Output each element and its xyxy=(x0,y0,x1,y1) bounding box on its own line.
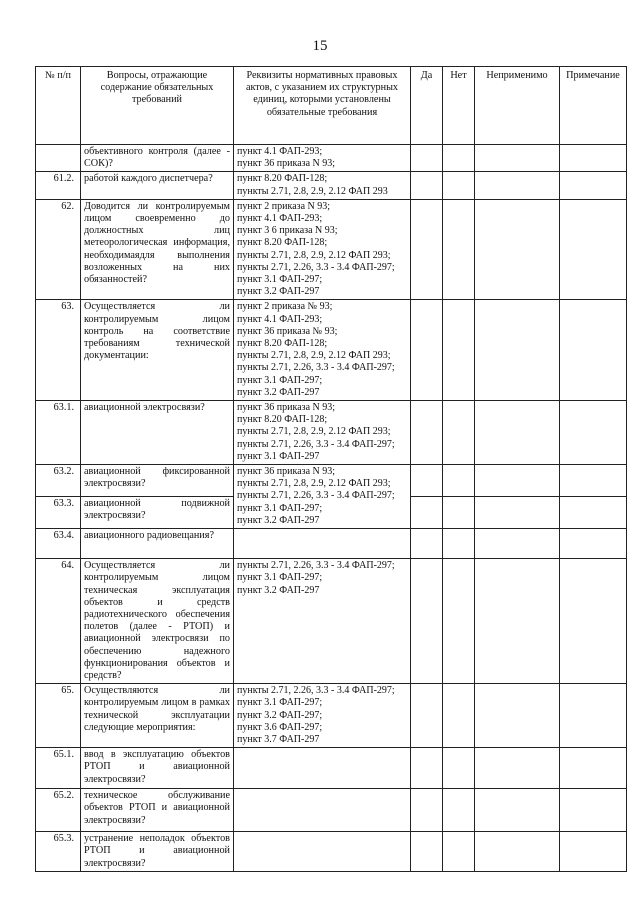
refs-line: пункт 3.1 ФАП-297; xyxy=(237,697,323,709)
table-row xyxy=(36,684,627,748)
row-question: авиационной фиксированной электросвязи? xyxy=(81,465,234,497)
refs-line: пункт 8.20 ФАП-128; xyxy=(237,414,328,426)
answer-na-cell[interactable] xyxy=(475,748,560,789)
answer-na-cell[interactable] xyxy=(475,172,560,199)
row-refs xyxy=(234,401,411,465)
answer-na-cell[interactable] xyxy=(475,465,560,497)
row-refs xyxy=(234,199,411,300)
answer-no-cell[interactable] xyxy=(443,199,475,300)
answer-no-cell[interactable] xyxy=(443,172,475,199)
refs-line: пункты 2.71, 2.26, 3.3 - 3.4 ФАП-297; xyxy=(237,685,395,697)
header-yes: Да xyxy=(411,67,443,145)
refs-line: пункты 2.71, 2.26, 3.3 - 3.4 ФАП-297; xyxy=(237,362,395,374)
answer-no-cell[interactable] xyxy=(443,748,475,789)
answer-na-cell[interactable] xyxy=(475,832,560,872)
refs-line: пункты 2.71, 2.26, 3.3 - 3.4 ФАП-297; xyxy=(237,490,395,502)
refs-line: пункт 36 приказа N 93; xyxy=(237,402,336,414)
refs-line: пункты 2.71, 2.26, 3.3 - 3.4 ФАП-297; xyxy=(237,261,395,273)
note-cell[interactable] xyxy=(560,300,627,401)
refs-line: пункт 4.1 ФАП-293; xyxy=(237,313,323,325)
note-cell[interactable] xyxy=(560,529,627,559)
refs-line: пункты 2.71, 2.8, 2.9, 2.12 ФАП 293 xyxy=(237,185,388,197)
row-refs xyxy=(234,172,411,199)
row-question: техническое обслуживание объектов РТОП и авиационной электросвязи? xyxy=(81,789,234,832)
row-refs xyxy=(234,465,411,529)
refs-line: пункт 36 приказа N 93; xyxy=(237,158,336,170)
row-number: 65.1. xyxy=(36,748,81,789)
refs-line: пункты 2.71, 2.26, 3.3 - 3.4 ФАП-297; xyxy=(237,438,395,450)
note-cell[interactable] xyxy=(560,832,627,872)
row-number: 63.1. xyxy=(36,401,81,465)
row-question: работой каждого диспетчера? xyxy=(81,172,234,199)
row-refs xyxy=(234,529,411,559)
note-cell[interactable] xyxy=(560,401,627,465)
refs-line: пункт 3 6 приказа N 93; xyxy=(237,225,338,237)
table-row xyxy=(36,172,627,199)
row-number: 61.2. xyxy=(36,172,81,199)
note-cell[interactable] xyxy=(560,559,627,684)
header-na: Неприменимо xyxy=(475,67,560,145)
answer-yes-cell[interactable] xyxy=(411,465,443,497)
row-refs xyxy=(234,559,411,684)
refs-line: пункт 4.1 ФАП-293; xyxy=(237,146,323,157)
row-question: авиационной электросвязи? xyxy=(81,401,234,465)
answer-na-cell[interactable] xyxy=(475,529,560,559)
note-cell[interactable] xyxy=(560,465,627,497)
row-question: авиационной подвижной электросвязи? xyxy=(81,497,234,529)
refs-line: пункты 2.71, 2.8, 2.9, 2.12 ФАП 293; xyxy=(237,478,391,490)
refs-line: пункты 2.71, 2.26, 3.3 - 3.4 ФАП-297; xyxy=(237,560,395,572)
answer-no-cell[interactable] xyxy=(443,300,475,401)
row-number: 63. xyxy=(36,300,81,401)
refs-line: пункт 3.1 ФАП-297; xyxy=(237,572,323,584)
answer-yes-cell[interactable] xyxy=(411,529,443,559)
header-num: № п/п xyxy=(36,67,81,145)
table-row xyxy=(36,401,627,465)
refs-line: пункт 3.2 ФАП-297 xyxy=(237,286,320,298)
answer-no-cell[interactable] xyxy=(443,684,475,748)
note-cell[interactable] xyxy=(560,497,627,529)
row-question: Осуществляются ли контролируемым лицом в рамках технической эксплуатации следующие мероприятия: xyxy=(81,684,234,748)
table-row xyxy=(36,748,627,789)
refs-line: пункт 3.6 ФАП-297; xyxy=(237,721,323,733)
answer-no-cell[interactable] xyxy=(443,465,475,497)
answer-yes-cell[interactable] xyxy=(411,497,443,529)
answer-yes-cell[interactable] xyxy=(411,684,443,748)
row-number: 65.3. xyxy=(36,832,81,872)
refs-line: пункт 8.20 ФАП-128; xyxy=(237,237,328,249)
refs-line: пункты 2.71, 2.8, 2.9, 2.12 ФАП 293; xyxy=(237,350,391,362)
page-number: 15 xyxy=(312,38,328,54)
answer-yes-cell[interactable] xyxy=(411,789,443,832)
refs-line: пункт 4.1 ФАП-293; xyxy=(237,213,323,225)
table-row xyxy=(36,789,627,832)
refs-line: пункты 2.71, 2.8, 2.9, 2.12 ФАП 293; xyxy=(237,426,391,438)
table-row xyxy=(36,465,627,497)
row-question: Осуществляется ли контролируемым лицом техническая эксплуатация объектов и средств радиотехнического обеспечения полетов (далее - РТОП) и авиационной электросвязи по обеспечению надежного функционирования объектов и средств? xyxy=(81,559,234,684)
row-number: 63.4. xyxy=(36,529,81,559)
answer-yes-cell[interactable] xyxy=(411,172,443,199)
note-cell[interactable] xyxy=(560,199,627,300)
header-refs: Реквизиты нормативных правовых актов, с указанием их структурных единиц, которыми установлены обязательные требования xyxy=(234,67,411,145)
row-number: 65.2. xyxy=(36,789,81,832)
row-refs xyxy=(234,789,411,832)
refs-line: пункт 2 приказа № 93; xyxy=(237,301,333,313)
refs-line: пункт 36 приказа N 93; xyxy=(237,466,336,478)
refs-line: пункт 3.7 ФАП-297 xyxy=(237,733,320,745)
answer-yes-cell[interactable] xyxy=(411,559,443,684)
note-cell[interactable] xyxy=(560,684,627,748)
row-question: устранение неполадок объектов РТОП и авиационной электросвязи? xyxy=(81,832,234,872)
answer-yes-cell[interactable] xyxy=(411,748,443,789)
row-number: 64. xyxy=(36,559,81,684)
answer-no-cell[interactable] xyxy=(443,497,475,529)
checklist-table xyxy=(35,66,627,872)
answer-no-cell[interactable] xyxy=(443,529,475,559)
answer-na-cell[interactable] xyxy=(475,300,560,401)
refs-line: пункт 3.2 ФАП-297 xyxy=(237,584,320,596)
answer-na-cell[interactable] xyxy=(475,497,560,529)
header-note: Примечание xyxy=(560,67,627,145)
answer-no-cell[interactable] xyxy=(443,401,475,465)
header-no: Нет xyxy=(443,67,475,145)
refs-line: пункт 3.2 ФАП-297 xyxy=(237,514,320,526)
note-cell[interactable] xyxy=(560,789,627,832)
refs-line: пункт 3.1 ФАП-297; xyxy=(237,502,323,514)
row-number: 62. xyxy=(36,199,81,300)
refs-line: пункт 36 приказа № 93; xyxy=(237,325,338,337)
header-question: Вопросы, отражающие содержание обязательных требований xyxy=(81,67,234,145)
row-number: 65. xyxy=(36,684,81,748)
row-number: 63.3. xyxy=(36,497,81,529)
row-refs xyxy=(234,684,411,748)
table-row xyxy=(36,199,627,300)
refs-line: пункт 3.1 ФАП-297 xyxy=(237,450,320,462)
row-refs xyxy=(234,832,411,872)
row-question: объективного контроля (далее - СОК)? xyxy=(81,145,234,172)
answer-no-cell[interactable] xyxy=(443,789,475,832)
row-refs xyxy=(234,748,411,789)
answer-yes-cell[interactable] xyxy=(411,145,443,172)
answer-yes-cell[interactable] xyxy=(411,832,443,872)
table-row xyxy=(36,145,627,172)
row-question: ввод в эксплуатацию объектов РТОП и авиационной электросвязи? xyxy=(81,748,234,789)
refs-line: пункт 8.20 ФАП-128; xyxy=(237,338,328,350)
answer-yes-cell[interactable] xyxy=(411,199,443,300)
refs-line: пункты 2.71, 2.8, 2.9, 2.12 ФАП 293; xyxy=(237,249,391,261)
answer-na-cell[interactable] xyxy=(475,684,560,748)
table-row xyxy=(36,559,627,684)
table-row xyxy=(36,832,627,872)
header-row xyxy=(36,67,627,145)
row-question: Осуществляется ли контролируемым лицом контроль на соответствие требованиям технической документации: xyxy=(81,300,234,401)
answer-na-cell[interactable] xyxy=(475,401,560,465)
refs-line: пункт 3.2 ФАП-297 xyxy=(237,386,320,398)
answer-yes-cell[interactable] xyxy=(411,300,443,401)
table-row xyxy=(36,300,627,401)
answer-na-cell[interactable] xyxy=(475,559,560,684)
row-question: авиационного радиовещания? xyxy=(81,529,234,559)
refs-line: пункт 3.1 ФАП-297; xyxy=(237,374,323,386)
answer-no-cell[interactable] xyxy=(443,559,475,684)
note-cell[interactable] xyxy=(560,172,627,199)
table-row xyxy=(36,529,627,559)
row-number: 63.2. xyxy=(36,465,81,497)
answer-na-cell[interactable] xyxy=(475,145,560,172)
refs-line: пункт 3.1 ФАП-297; xyxy=(237,274,323,286)
row-question: Доводится ли контролируемым лицом своевременно до должностных лиц метеорологическая информация, необходимаядля выполнения возложенных на них обязанностей? xyxy=(81,199,234,300)
row-number xyxy=(36,145,81,172)
answer-na-cell[interactable] xyxy=(475,199,560,300)
note-cell[interactable] xyxy=(560,145,627,172)
answer-no-cell[interactable] xyxy=(443,145,475,172)
refs-line: пункт 8.20 ФАП-128; xyxy=(237,173,328,185)
note-cell[interactable] xyxy=(560,748,627,789)
answer-yes-cell[interactable] xyxy=(411,401,443,465)
row-refs xyxy=(234,300,411,401)
answer-na-cell[interactable] xyxy=(475,789,560,832)
refs-line: пункт 2 приказа N 93; xyxy=(237,200,331,212)
answer-no-cell[interactable] xyxy=(443,832,475,872)
refs-line: пункт 3.2 ФАП-297; xyxy=(237,709,323,721)
row-refs xyxy=(234,145,411,172)
